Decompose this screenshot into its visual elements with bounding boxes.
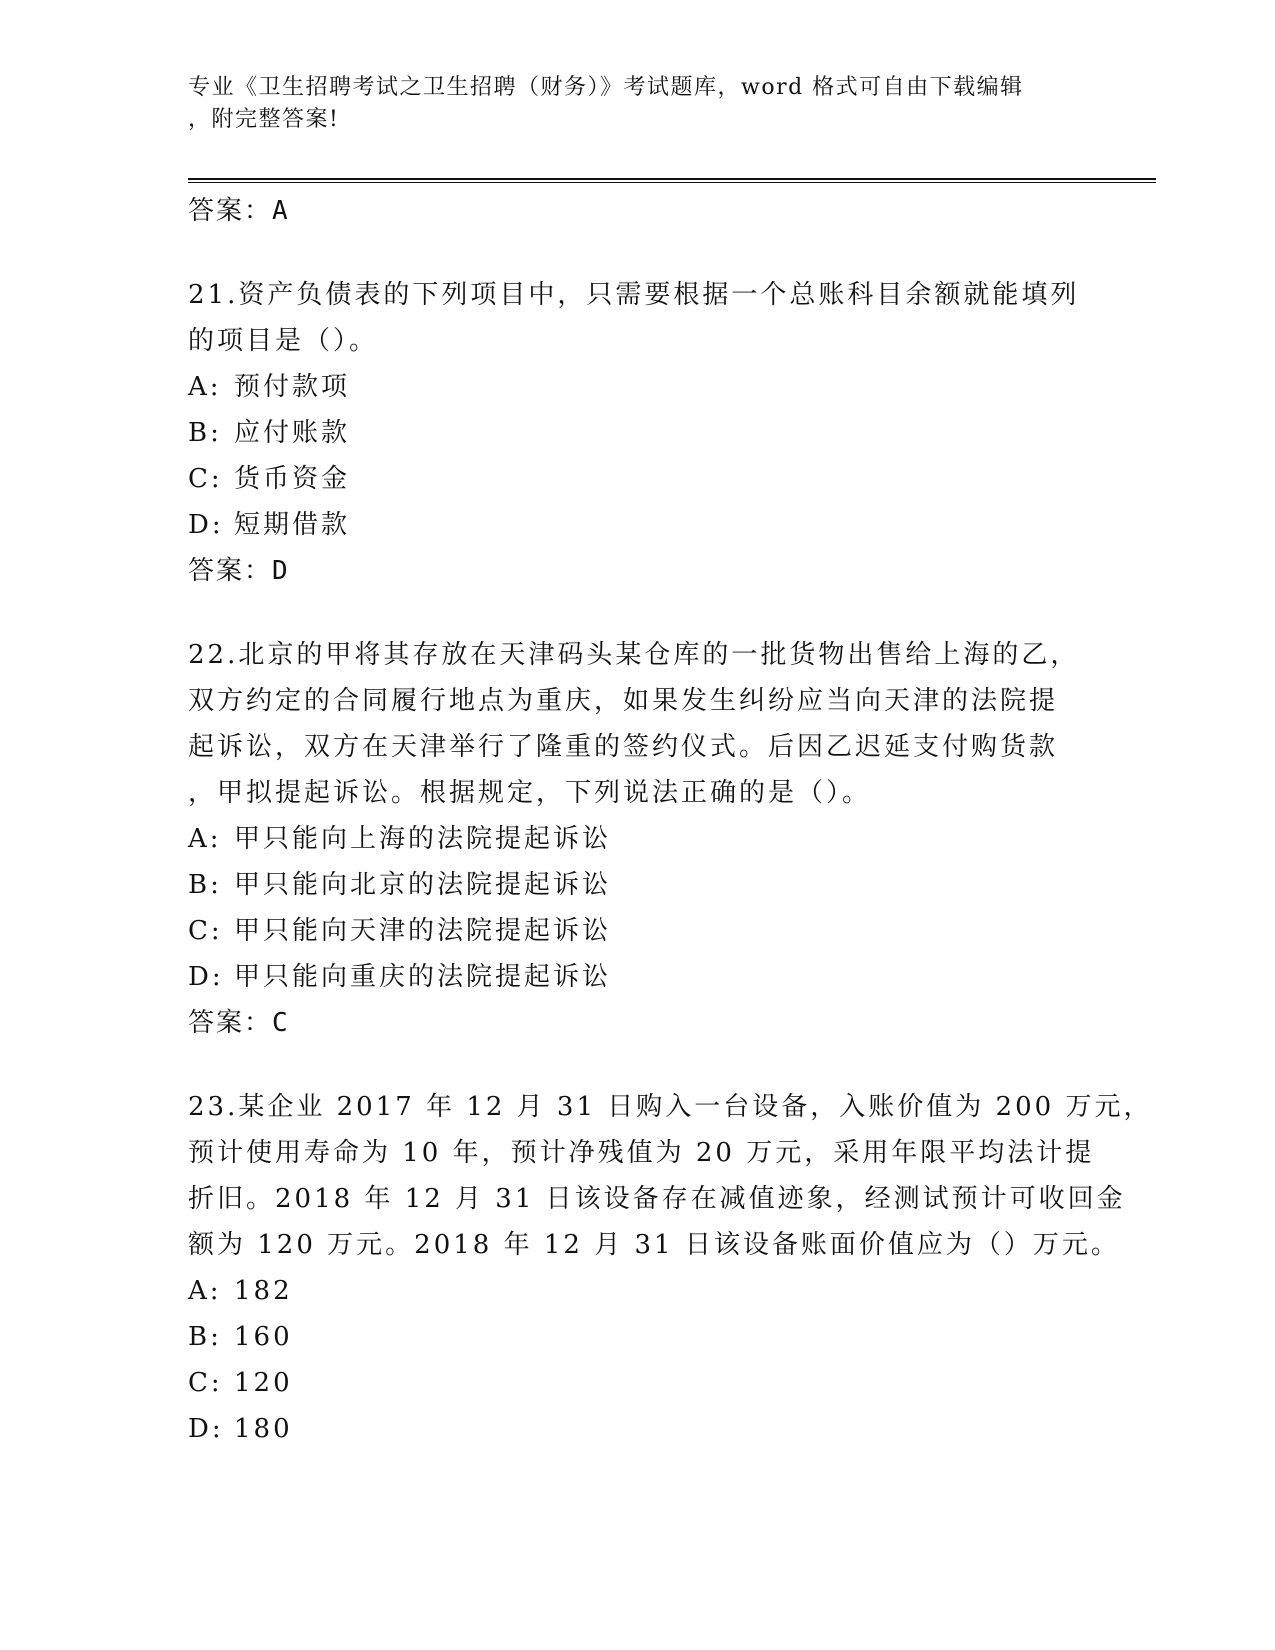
header-line-1: 专业《卫生招聘考试之卫生招聘（财务）》考试题库，word 格式可自由下载编辑	[188, 75, 1024, 100]
question-stem-line: 双方约定的合同履行地点为重庆，如果发生纠纷应当向天津的法院提	[188, 686, 1059, 716]
question-number: 23.	[188, 1092, 239, 1122]
question-number: 21.	[188, 280, 239, 310]
option-text: 预付款项	[234, 372, 351, 402]
option-d	[188, 502, 1088, 548]
answer-value: A	[272, 196, 290, 226]
option-letter: B:	[188, 418, 222, 448]
option-a	[188, 364, 1088, 410]
previous-answer	[188, 188, 1088, 234]
option-letter: C:	[188, 916, 223, 946]
question-stem-line: 预计使用寿命为 10 年，预计净残值为 20 万元，采用年限平均法计提	[188, 1138, 1095, 1168]
option-letter: D:	[188, 510, 224, 540]
option-text: 180	[234, 1414, 293, 1444]
answer-line	[188, 548, 1088, 594]
option-text: 甲只能向天津的法院提起诉讼	[234, 916, 612, 946]
answer-value: C	[272, 1008, 290, 1038]
question-stem-line: 的项目是（）。	[188, 326, 379, 356]
page-header	[188, 72, 1078, 136]
option-text: 甲只能向上海的法院提起诉讼	[234, 824, 612, 854]
option-text: 120	[234, 1368, 293, 1398]
option-c	[188, 456, 1088, 502]
option-letter: D:	[188, 962, 224, 992]
answer-label: 答案：	[188, 196, 273, 226]
question-23	[188, 1084, 1153, 1452]
answer-label: 答案：	[188, 556, 273, 586]
question-stem-line: 起诉讼，双方在天津举行了隆重的签约仪式。后因乙迟延支付购货款	[188, 732, 1059, 762]
option-a	[188, 816, 1088, 862]
option-letter: A:	[188, 1276, 222, 1306]
option-letter: B:	[188, 870, 222, 900]
option-text: 应付账款	[234, 418, 351, 448]
option-text: 182	[234, 1276, 293, 1306]
option-text: 甲只能向重庆的法院提起诉讼	[234, 962, 612, 992]
option-b	[188, 1314, 1088, 1360]
option-text: 甲只能向北京的法院提起诉讼	[234, 870, 612, 900]
option-letter: A:	[188, 372, 222, 402]
option-b	[188, 862, 1088, 908]
answer-line	[188, 1000, 1088, 1046]
option-d	[188, 1406, 1088, 1452]
question-stem-line: 21.资产负债表的下列项目中，只需要根据一个总账科目余额就能填列	[188, 280, 1080, 310]
question-21	[188, 272, 1088, 594]
option-letter: D:	[188, 1414, 224, 1444]
question-stem-line: ，甲拟提起诉讼。根据规定，下列说法正确的是（）。	[188, 778, 872, 808]
question-22	[188, 632, 1088, 1046]
question-stem-line: 额为 120 万元。2018 年 12 月 31 日该设备账面价值应为（）万元。	[188, 1230, 1120, 1260]
option-text: 短期借款	[234, 510, 351, 540]
header-line-2: ，附完整答案!	[188, 107, 340, 132]
option-letter: B:	[188, 1322, 222, 1352]
document-body	[188, 188, 1153, 1452]
option-c	[188, 908, 1088, 954]
option-letter: C:	[188, 1368, 223, 1398]
answer-label: 答案：	[188, 1008, 273, 1038]
question-stem-line: 23.某企业 2017 年 12 月 31 日购入一台设备，入账价值为 200 万元，	[188, 1092, 1153, 1122]
option-c	[188, 1360, 1088, 1406]
question-stem-line: 22.北京的甲将其存放在天津码头某仓库的一批货物出售给上海的乙，	[188, 640, 1080, 670]
option-letter: A:	[188, 824, 222, 854]
answer-value: D	[272, 556, 290, 586]
option-d	[188, 954, 1088, 1000]
option-a	[188, 1268, 1088, 1314]
option-b	[188, 410, 1088, 456]
question-number: 22.	[188, 640, 239, 670]
option-text: 货币资金	[234, 464, 351, 494]
option-text: 160	[234, 1322, 293, 1352]
header-divider	[188, 178, 1156, 183]
question-stem-line: 折旧。2018 年 12 月 31 日该设备存在减值迹象，经测试预计可收回金	[188, 1184, 1126, 1214]
option-letter: C:	[188, 464, 223, 494]
